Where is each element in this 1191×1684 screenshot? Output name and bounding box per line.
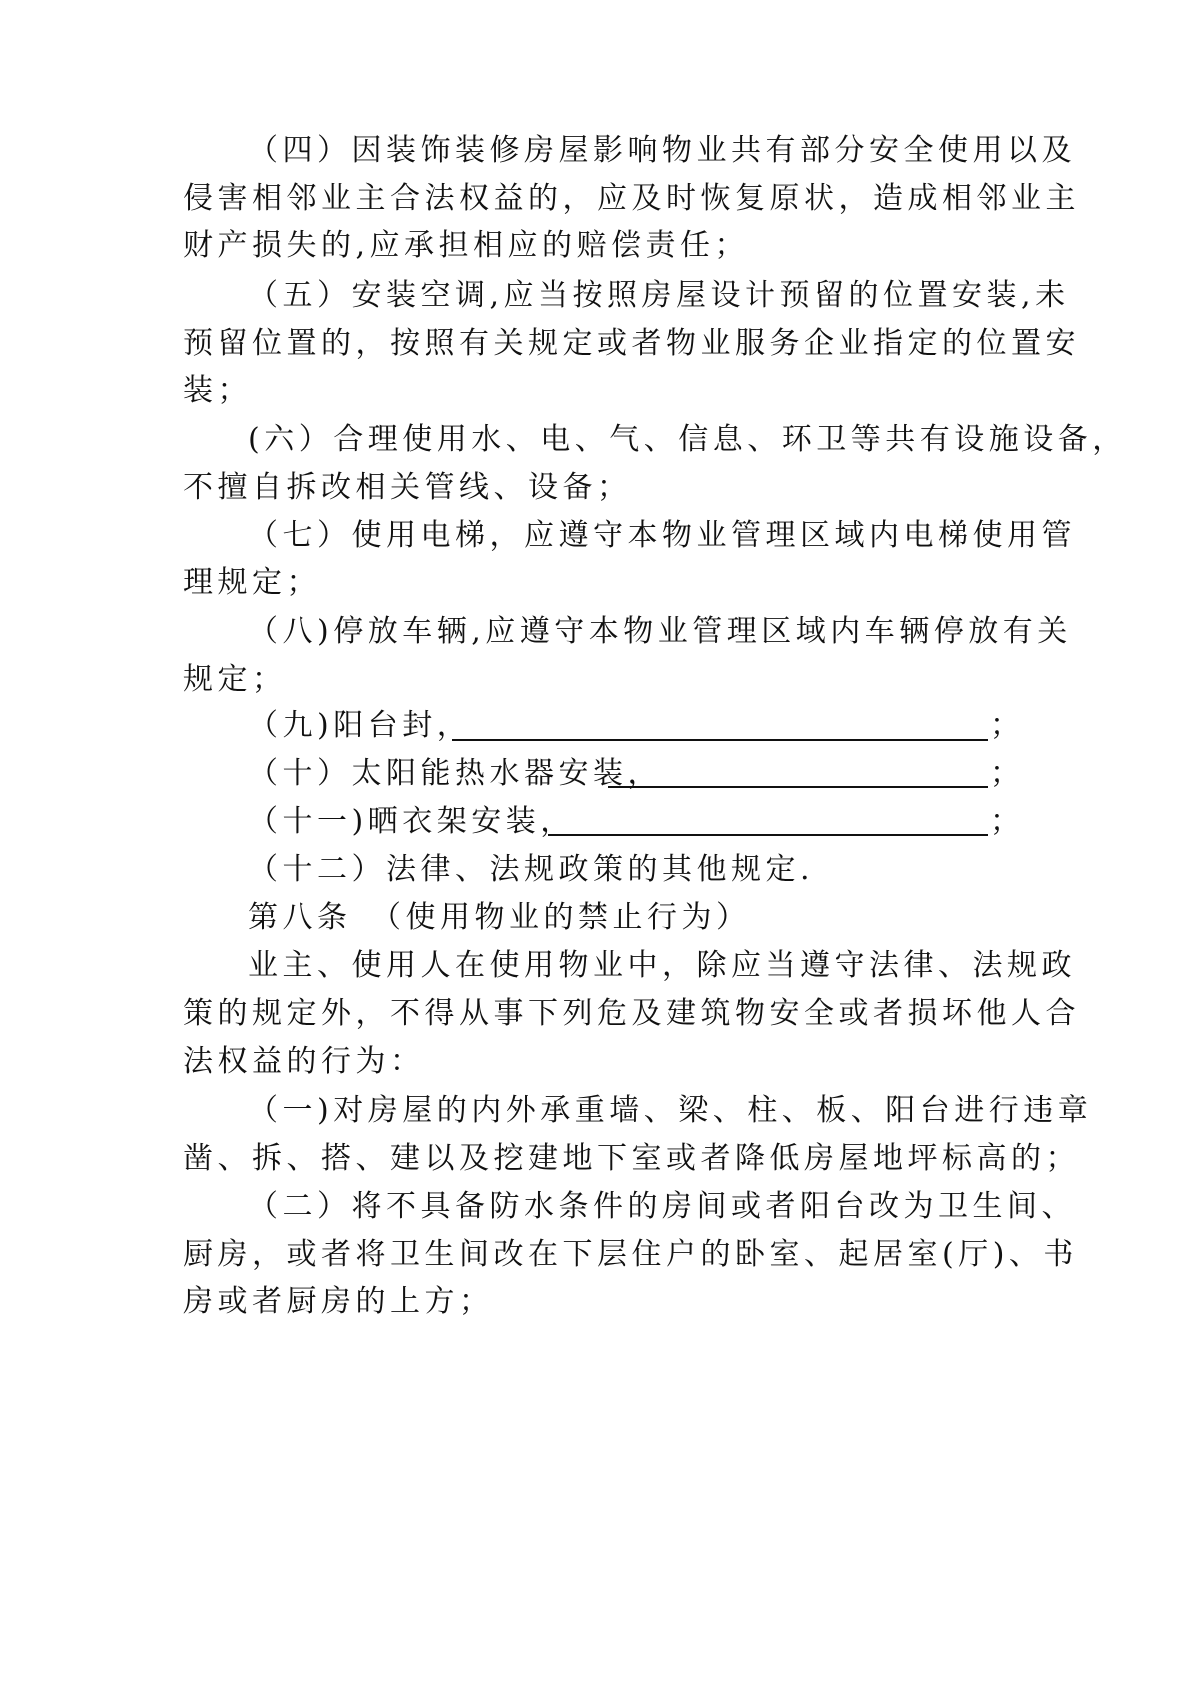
text-line: （九)阳台封， [248, 708, 472, 743]
text-line: 策的规定外，不得从事下列危及建筑物安全或者损坏他人合 [183, 996, 1080, 1031]
blank-underline [608, 786, 988, 788]
blank-underline [452, 739, 988, 741]
text-line: 理规定； [183, 565, 321, 600]
blank-end: ； [990, 708, 1020, 743]
text-line: （一)对房屋的内外承重墙、梁、柱、板、阳台进行违章 [248, 1093, 1093, 1128]
text-line: （十一)晒衣架安装， [248, 804, 575, 839]
text-line: 装； [183, 373, 252, 408]
article-heading: 第八条 （使用物业的禁止行为） [248, 900, 751, 935]
text-line: 法权益的行为： [183, 1044, 425, 1079]
blank-end: ； [990, 804, 1020, 839]
text-line: （十二）法律、法规政策的其他规定. [248, 852, 815, 887]
text-line: （二）将不具备防水条件的房间或者阳台改为卫生间、 [248, 1189, 1076, 1224]
text-line: 不擅自拆改相关管线、设备； [183, 470, 632, 505]
text-line: （八)停放车辆,应遵守本物业管理区域内车辆停放有关 [248, 614, 1072, 649]
text-line: （五）安装空调,应当按照房屋设计预留的位置安装,未 [248, 278, 1070, 313]
text-line: 预留位置的，按照有关规定或者物业服务企业指定的位置安 [183, 326, 1080, 361]
text-line: （四）因装饰装修房屋影响物业共有部分安全使用以及 [248, 133, 1076, 168]
text-line: 业主、使用人在使用物业中，除应当遵守法律、法规政 [248, 948, 1076, 983]
text-line: 财产损失的,应承担相应的赔偿责任； [183, 228, 750, 263]
blank-underline [548, 834, 988, 836]
text-line: （十）太阳能热水器安装， [248, 756, 662, 791]
text-line: 房或者厨房的上方； [183, 1284, 494, 1319]
blank-end: ； [990, 756, 1020, 791]
text-line: （七）使用电梯，应遵守本物业管理区域内电梯使用管 [248, 518, 1076, 553]
text-line: 凿、拆、搭、建以及挖建地下室或者降低房屋地坪标高的； [183, 1141, 1080, 1176]
text-line: 厨房，或者将卫生间改在下层住户的卧室、起居室(厅)、书 [183, 1237, 1078, 1272]
text-line: 规定； [183, 662, 287, 697]
text-line: (六）合理使用水、电、气、信息、环卫等共有设施设备， [248, 422, 1127, 457]
text-line: 侵害相邻业主合法权益的，应及时恢复原状，造成相邻业主 [183, 181, 1080, 216]
